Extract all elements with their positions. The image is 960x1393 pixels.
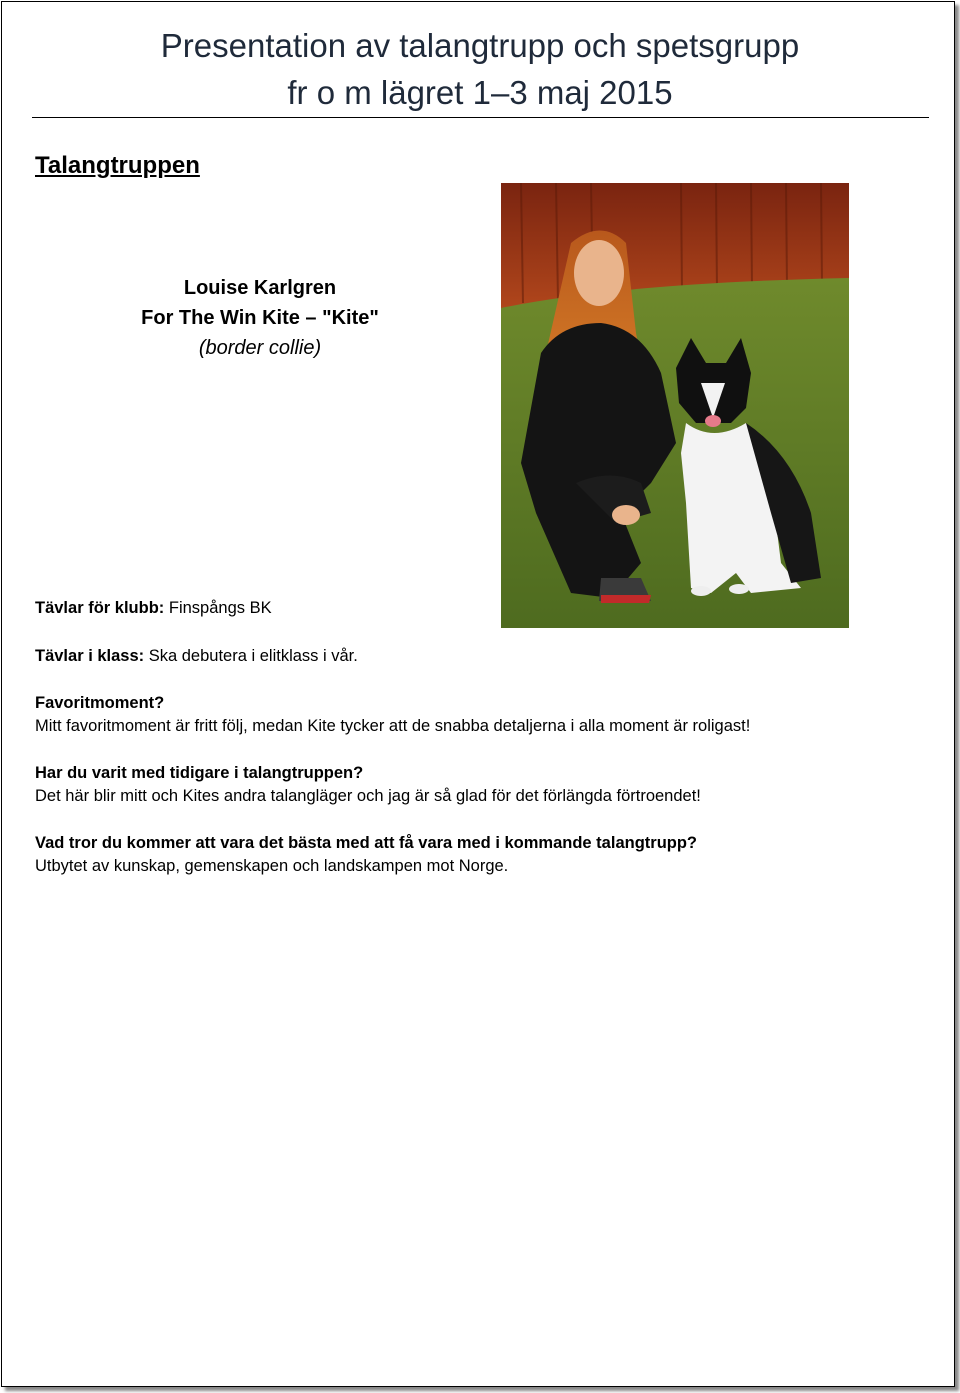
- title-divider: [32, 117, 929, 118]
- qa-item: [35, 762, 701, 808]
- qa-answer: Det här blir mitt och Kites andra talangläger och jag är så glad för det förlängda förtroendet!: [35, 787, 701, 805]
- class-line: [35, 645, 358, 668]
- profile-photo: [501, 183, 849, 628]
- qa-item: [35, 692, 750, 738]
- qa-item: [35, 832, 697, 878]
- qa-question: Har du varit med tidigare i talangtruppen?: [35, 764, 364, 782]
- profile-intro: [90, 273, 430, 363]
- profile-name: Louise Karlgren: [183, 277, 337, 299]
- club-line: [35, 597, 272, 620]
- club-label: Tävlar för klubb:: [35, 599, 165, 617]
- class-value: Ska debutera i elitklass i vår.: [144, 647, 358, 665]
- document-title-line2: fr o m lägret 1–3 maj 2015: [287, 74, 673, 111]
- dog-name: For The Win Kite – "Kite": [141, 307, 379, 329]
- qa-answer: Utbytet av kunskap, gemenskapen och landskampen mot Norge.: [35, 857, 509, 875]
- qa-question: Vad tror du kommer att vara det bästa med att få vara med i kommande talangtrupp?: [35, 834, 698, 852]
- qa-question: Favoritmoment?: [35, 694, 165, 712]
- qa-answer: Mitt favoritmoment är fritt följ, medan Kite tycker att de snabba detaljerna i alla moment är roligast!: [35, 717, 751, 735]
- document-title-line1: Presentation av talangtrupp och spetsgrupp: [160, 27, 800, 64]
- class-label: Tävlar i klass:: [35, 647, 145, 665]
- club-value: Finspångs BK: [164, 599, 272, 617]
- dog-breed: (border collie): [198, 337, 322, 359]
- section-heading: Talangtruppen: [35, 152, 200, 179]
